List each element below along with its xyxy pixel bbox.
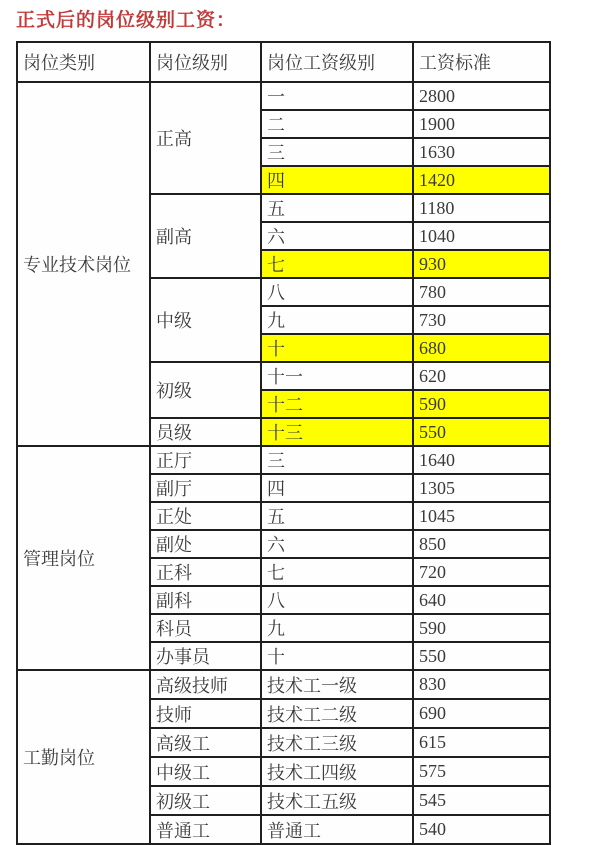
level-cell: 中级 [150,278,261,362]
salary-cell: 830 [413,670,550,699]
grade-cell: 八 [261,586,413,614]
level-cell: 正厅 [150,446,261,474]
grade-cell: 技术工五级 [261,786,413,815]
grade-cell: 十 [261,334,413,362]
grade-cell: 六 [261,530,413,558]
salary-table-body [17,82,550,844]
page-title: 正式后的岗位级别工资： [16,10,237,31]
level-cell: 高级技师 [150,670,261,699]
category-cell: 专业技术岗位 [17,82,150,446]
level-cell: 副厅 [150,474,261,502]
salary-cell: 590 [413,390,550,418]
level-cell: 普通工 [150,815,261,844]
grade-cell: 七 [261,250,413,278]
category-cell: 管理岗位 [17,446,150,670]
salary-cell: 780 [413,278,550,306]
salary-cell: 850 [413,530,550,558]
grade-cell: 四 [261,166,413,194]
header-row [17,42,550,82]
salary-cell: 540 [413,815,550,844]
salary-cell: 1305 [413,474,550,502]
table-row [17,446,550,474]
salary-cell: 680 [413,334,550,362]
grade-cell: 四 [261,474,413,502]
salary-cell: 720 [413,558,550,586]
salary-cell: 690 [413,699,550,728]
salary-cell: 730 [413,306,550,334]
grade-cell: 技术工二级 [261,699,413,728]
level-cell: 副高 [150,194,261,278]
salary-cell: 1900 [413,110,550,138]
salary-cell: 1180 [413,194,550,222]
grade-cell: 六 [261,222,413,250]
grade-cell: 一 [261,82,413,110]
level-cell: 高级工 [150,728,261,757]
salary-cell: 545 [413,786,550,815]
grade-cell: 二 [261,110,413,138]
level-cell: 正高 [150,82,261,194]
salary-cell: 1630 [413,138,550,166]
level-cell: 办事员 [150,642,261,670]
grade-cell: 九 [261,306,413,334]
grade-cell: 技术工四级 [261,757,413,786]
table-row [17,670,550,699]
level-cell: 员级 [150,418,261,446]
level-cell: 初级 [150,362,261,418]
level-cell: 技师 [150,699,261,728]
salary-cell: 1640 [413,446,550,474]
salary-cell: 640 [413,586,550,614]
level-cell: 初级工 [150,786,261,815]
grade-cell: 五 [261,194,413,222]
category-cell: 工勤岗位 [17,670,150,844]
salary-cell: 1045 [413,502,550,530]
salary-cell: 2800 [413,82,550,110]
grade-cell: 七 [261,558,413,586]
level-cell: 科员 [150,614,261,642]
header-level: 岗位级别 [150,42,261,82]
grade-cell: 普通工 [261,815,413,844]
header-category: 岗位类别 [17,42,150,82]
salary-cell: 590 [413,614,550,642]
grade-cell: 技术工三级 [261,728,413,757]
level-cell: 副处 [150,530,261,558]
header-salary-grade: 岗位工资级别 [261,42,413,82]
salary-cell: 550 [413,642,550,670]
salary-cell: 1040 [413,222,550,250]
grade-cell: 三 [261,446,413,474]
header-salary-standard: 工资标准 [413,42,550,82]
salary-cell: 620 [413,362,550,390]
salary-cell: 930 [413,250,550,278]
salary-cell: 550 [413,418,550,446]
level-cell: 正科 [150,558,261,586]
grade-cell: 十 [261,642,413,670]
grade-cell: 三 [261,138,413,166]
grade-cell: 十一 [261,362,413,390]
table-row [17,82,550,110]
salary-cell: 1420 [413,166,550,194]
grade-cell: 九 [261,614,413,642]
level-cell: 正处 [150,502,261,530]
salary-cell: 575 [413,757,550,786]
grade-cell: 技术工一级 [261,670,413,699]
level-cell: 中级工 [150,757,261,786]
grade-cell: 五 [261,502,413,530]
salary-table [16,41,551,845]
grade-cell: 十二 [261,390,413,418]
grade-cell: 八 [261,278,413,306]
level-cell: 副科 [150,586,261,614]
grade-cell: 十三 [261,418,413,446]
salary-cell: 615 [413,728,550,757]
